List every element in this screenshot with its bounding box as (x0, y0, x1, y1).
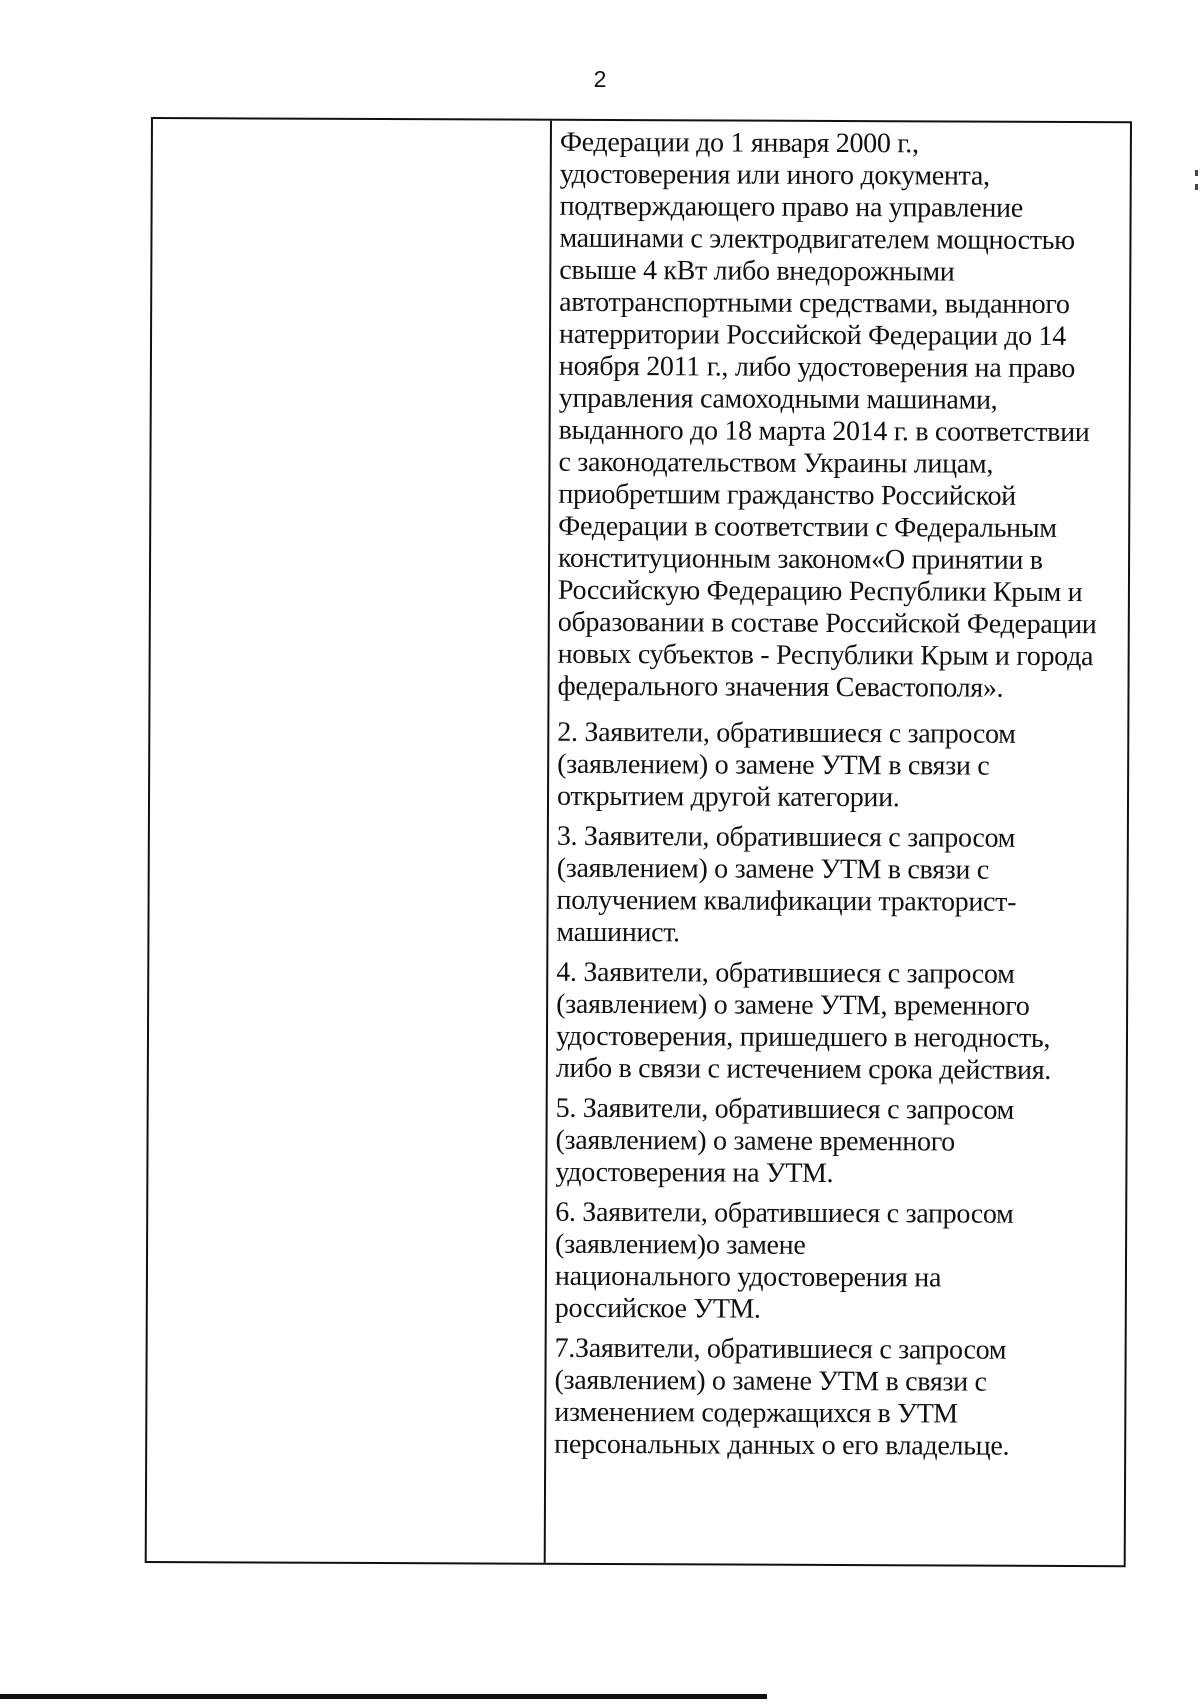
table-paragraph (556, 957, 1127, 1087)
text-line: автотранспортными средствами, выданного (559, 286, 1070, 321)
text-line: 2. Заявители, обратившиеся с запросом (557, 716, 1016, 750)
table-paragraph (555, 1197, 1126, 1327)
text-line: подтверждающего право на управление (559, 190, 1023, 224)
text-line: (заявлением) о замене УТМ, временного (556, 988, 1030, 1022)
table-paragraph (557, 717, 1127, 815)
bottom-rule (0, 1694, 767, 1699)
text-line: ноября 2011 г., либо удостоверения на право (558, 350, 1076, 385)
text-line: свыше 4 кВт либо внедорожными (559, 254, 955, 288)
text-line: 7.Заявители, обратившиеся с запросом (554, 1332, 1007, 1366)
text-line: изменением содержащихся в УТМ (554, 1396, 958, 1430)
text-line: 3. Заявители, обратившиеся с запросом (556, 820, 1016, 854)
text-line: (заявлением)о замене (555, 1228, 806, 1261)
table-right-cell (546, 121, 1130, 1566)
table-paragraph (557, 127, 1130, 705)
text-line: федерального значения Севастополя». (557, 670, 1004, 704)
text-line: новых субъектов - Республики Крым и города (557, 638, 1094, 673)
text-line: натерритории Российской Федерации до 14 (558, 318, 1067, 352)
text-line: с законодательством Украины лицам, (558, 446, 994, 480)
text-line: Федерации до 1 января 2000 г., (559, 126, 919, 160)
text-line: (заявлением) о замене УТМ в связи с (554, 1364, 987, 1398)
table-paragraph (554, 1333, 1125, 1463)
text-line: (заявлением) о замене УТМ в связи с (556, 852, 990, 886)
page-number: 2 (593, 66, 607, 92)
text-line: управления самоходными машинами, (558, 382, 998, 416)
text-line: Российскую Федерацию Республики Крым и (557, 574, 1083, 609)
text-line: получением квалификации тракторист- (556, 884, 1017, 918)
text-line: либо в связи с истечением срока действия. (555, 1052, 1052, 1086)
text-line: Федерации в соответствии с Федеральным (558, 510, 1057, 544)
table-paragraph (556, 821, 1127, 951)
text-line: открытием другой категории. (556, 780, 900, 814)
text-line: машинами с электродвигателем мощностью (559, 222, 1075, 257)
text-line: (заявлением) о замене УТМ в связи с (557, 748, 990, 782)
text-line: удостоверения на УТМ. (555, 1156, 834, 1189)
text-line: удостоверения, пришедшего в негодность, (555, 1020, 1051, 1054)
scan-edge-marks (1195, 170, 1198, 200)
table-paragraph (555, 1093, 1125, 1191)
text-line: персональных данных о его владельце. (554, 1428, 1010, 1462)
table-left-cell (147, 119, 552, 1563)
text-line: приобретшим гражданство Российской (558, 478, 1016, 512)
text-line: удостоверения или иного документа, (559, 158, 990, 192)
text-line: российское УТМ. (554, 1292, 761, 1325)
text-line: 6. Заявители, обратившиеся с запросом (555, 1196, 1014, 1230)
text-line: 4. Заявители, обратившиеся с запросом (556, 956, 1015, 990)
text-line: образовании в составе Российской Федерации (557, 606, 1097, 641)
text-line: 5. Заявители, обратившиеся с запросом (555, 1092, 1015, 1126)
text-line: национального удостоверения на (554, 1260, 942, 1294)
document-table (145, 117, 1132, 1567)
text-line: машинист. (556, 916, 680, 949)
text-line: конституционным законом«О принятии в (558, 542, 1043, 576)
text-line: выданного до 18 марта 2014 г. в соответствии (558, 414, 1090, 449)
text-line: (заявлением) о замене временного (555, 1124, 955, 1158)
